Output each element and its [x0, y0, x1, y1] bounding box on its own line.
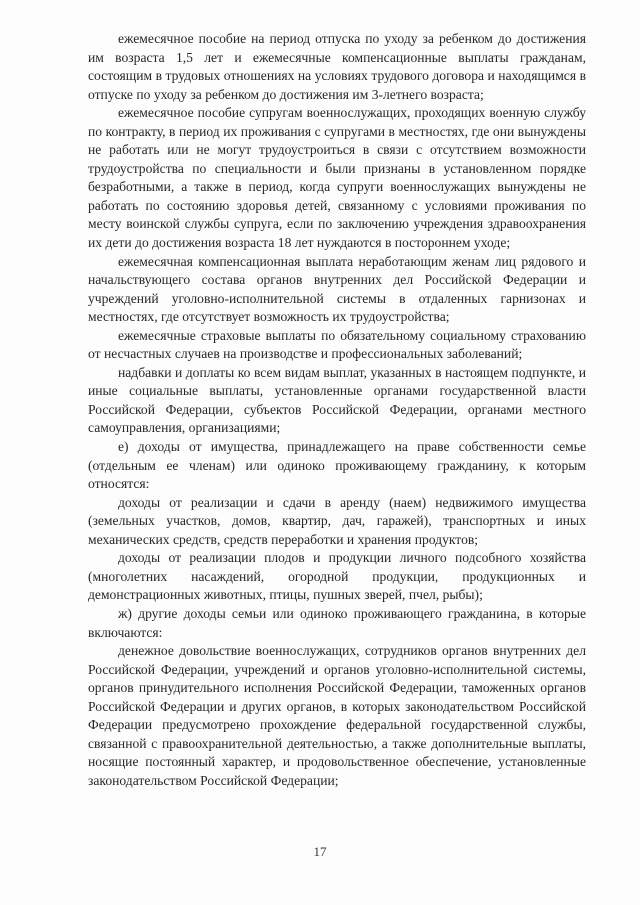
- paragraph: ежемесячное пособие супругам военнослужащих, проходящих военную службу по контракту, в период их проживания с супругами в местностях, где они вынуждены не работать или не могут трудоустроиться в связи с отсутствием возможности трудоустройства по специальности и были признаны в установленном порядке безработными, а также в период, когда супруги военнослужащих вынуждены не работать по состоянию здоровья детей, связанному с условиями проживания по месту воинской службы супруга, если по заключению учреждения здравоохранения их дети до достижения возраста 18 лет нуждаются в постороннем уходе;: [88, 105, 586, 251]
- paragraph: е) доходы от имущества, принадлежащего на праве собственности семье (отдельным ее членам) или одиноко проживающему гражданину, к которым относятся:: [88, 439, 586, 492]
- paragraph: ежемесячная компенсационная выплата неработающим женам лиц рядового и начальствующего состава органов внутренних дел Российской Федерации и учреждений уголовно-исполнительной системы в отдаленных гарнизонах и местностях, где отсутствует возможность их трудоустройства;: [88, 253, 586, 325]
- page-number: 17: [313, 844, 327, 859]
- paragraph: ж) другие доходы семьи или одиноко проживающего гражданина, в которые включаются:: [88, 605, 586, 640]
- paragraph: ежемесячное пособие на период отпуска по уходу за ребенком до достижения им возраста 1,5 лет и ежемесячные компенсационные выплаты гражданам, состоящим в трудовых отношениях на условиях трудового договора и находящимся в отпуске по уходу за ребенком до достижения им 3-летнего возраста;: [88, 31, 586, 102]
- paragraph: ежемесячные страховые выплаты по обязательному социальному страхованию от несчастных случаев на производстве и профессиональных заболеваний;: [88, 327, 586, 362]
- paragraph: денежное довольствие военнослужащих, сотрудников органов внутренних дел Российской Федерации, учреждений и органов уголовно-исполнительной системы, органов принудительного исполнения Российской Федерации, таможенных органов Российской Федерации и других органов, в которых законодательством Российской Федерации предусмотрено прохождение федеральной государственной службы, связанной с правоохранительной деятельностью, а также дополнительные выплаты, носящие постоянный характер, и продовольственное обеспечение, установленные законодательством Российской Федерации;: [88, 643, 586, 788]
- paragraph: доходы от реализации плодов и продукции личного подсобного хозяйства (многолетних насаждений, огородной продукции, продукционных и демонстрационных животных, птицы, пушных зверей, пчел, рыбы);: [88, 550, 586, 603]
- paragraph: надбавки и доплаты ко всем видам выплат, указанных в настоящем подпункте, и иные социальные выплаты, установленные органами государственной власти Российской Федерации, субъектов Российской Федерации, органами местного самоуправления, организациями;: [88, 364, 586, 436]
- paragraph: доходы от реализации и сдачи в аренду (наем) недвижимого имущества (земельных участков, домов, квартир, дач, гаражей), транспортных и иных механических средств, средств переработки и хранения продуктов;: [88, 494, 586, 547]
- document-text: [88, 30, 586, 790]
